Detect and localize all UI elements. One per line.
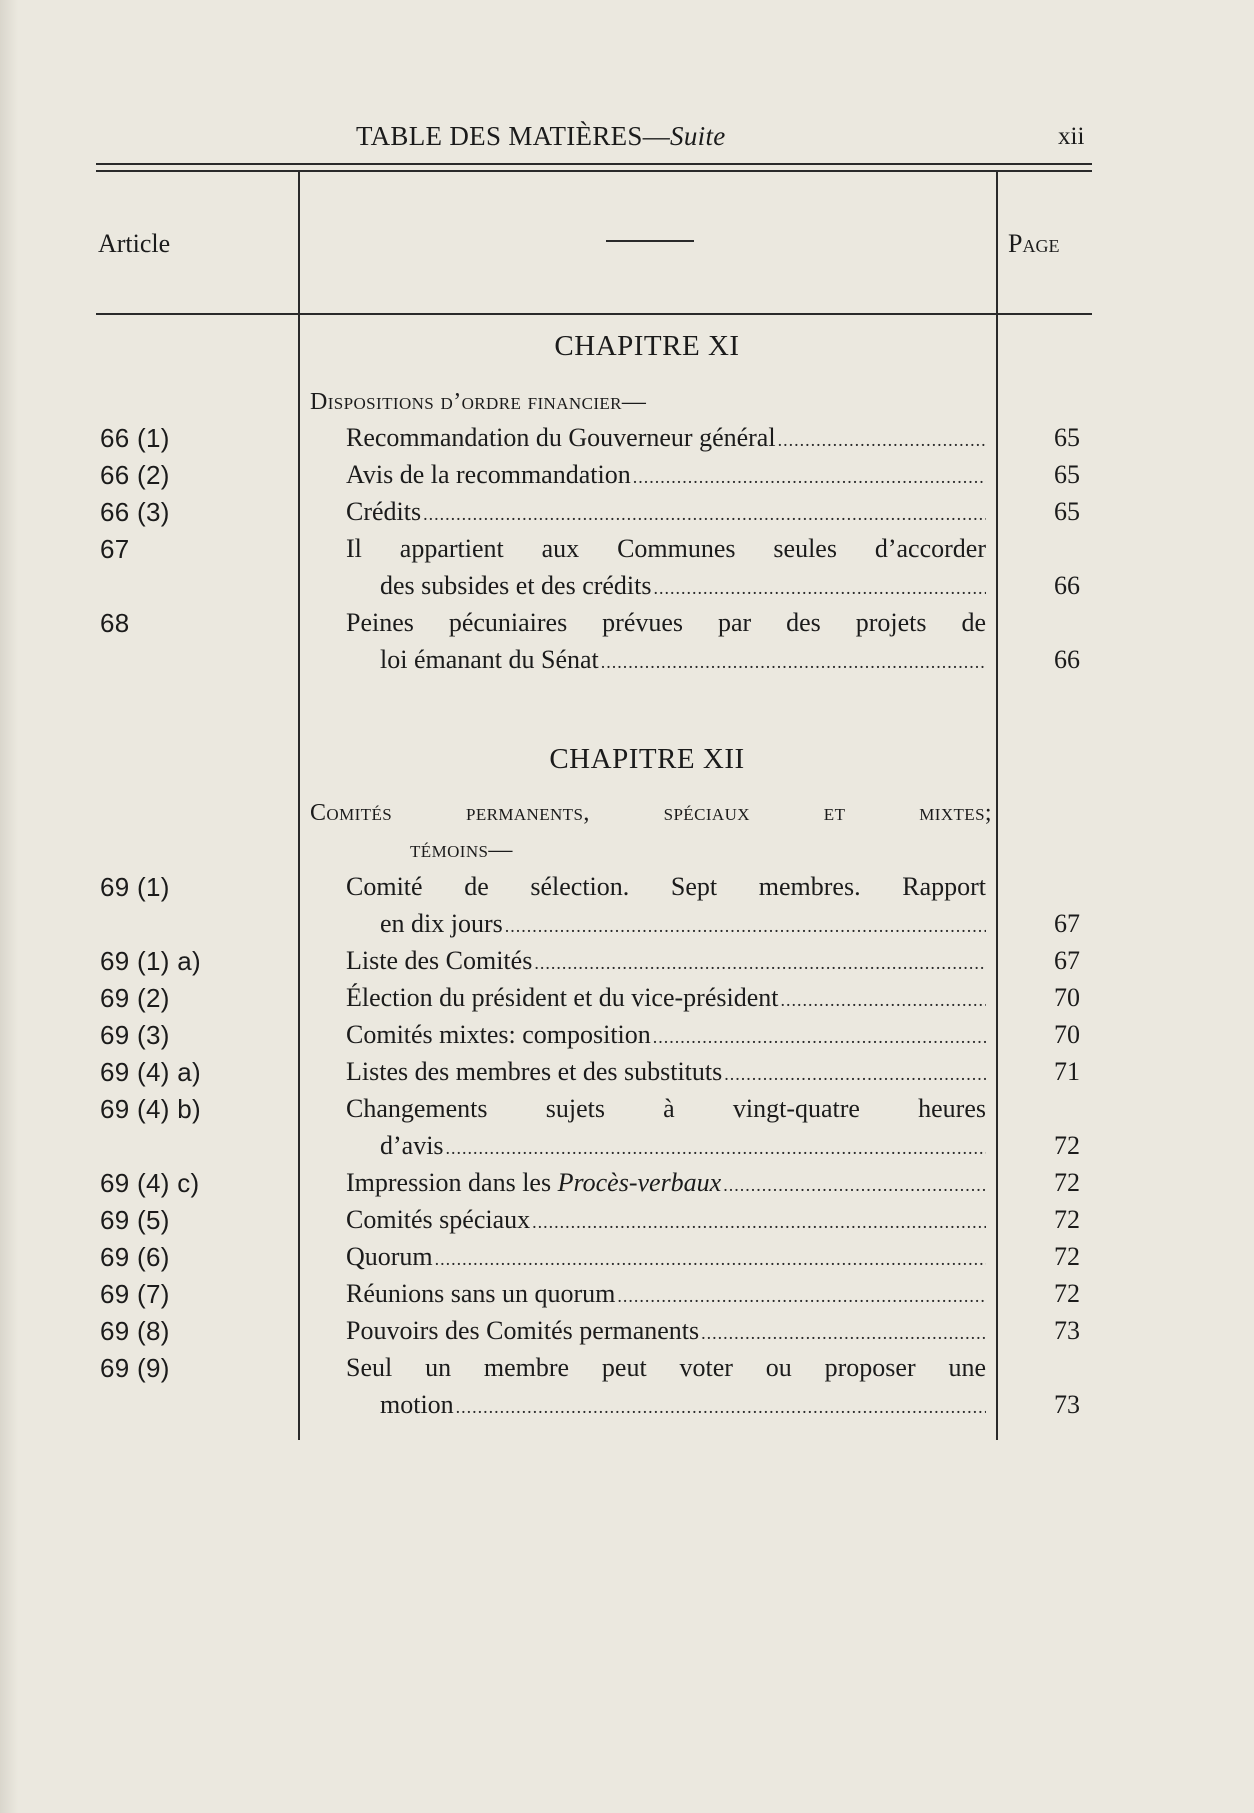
entry-title-line: Comité de sélection. Sept membres. Rapport bbox=[346, 872, 986, 901]
entry-title bbox=[346, 604, 986, 681]
entry-article-number: 69 (2) bbox=[100, 983, 170, 1013]
entry-title bbox=[346, 456, 986, 496]
entry-page-number: 67 bbox=[1054, 909, 1080, 938]
top-rule-second bbox=[96, 170, 1092, 172]
entry-title bbox=[346, 942, 986, 982]
entry-article-number: 69 (1) bbox=[100, 872, 170, 902]
entry-article-number: 69 (4) b) bbox=[100, 1094, 201, 1124]
entry-title-line: Élection du président et du vice-président ..... bbox=[346, 979, 986, 1019]
page-header-title: TABLE DES MATIÈRES—Suite bbox=[356, 121, 726, 151]
entry-page-number: 70 bbox=[1054, 1020, 1080, 1049]
entry-title bbox=[346, 868, 986, 945]
entry-page-number: 72 bbox=[1054, 1279, 1080, 1308]
entry-page-number: 65 bbox=[1054, 460, 1080, 489]
dot-leader bbox=[534, 945, 986, 982]
dot-leader bbox=[423, 496, 986, 533]
entry-article-number: 69 (9) bbox=[100, 1353, 170, 1383]
entry-page-number: 67 bbox=[1054, 946, 1080, 975]
entry-title bbox=[346, 1053, 986, 1093]
dot-leader bbox=[701, 1315, 986, 1352]
entry-page-number: 72 bbox=[1054, 1242, 1080, 1271]
entry-title bbox=[346, 530, 986, 607]
entry-article-number: 69 (4) a) bbox=[100, 1057, 201, 1087]
entry-article-number: 67 bbox=[100, 534, 130, 564]
dot-leader bbox=[505, 908, 986, 945]
dot-leader bbox=[633, 459, 986, 496]
entry-title-line: loi émanant du Sénat ..... bbox=[346, 641, 986, 681]
entry-page-number: 72 bbox=[1054, 1168, 1080, 1197]
column-divider-right bbox=[996, 170, 998, 1440]
dot-leader bbox=[601, 644, 986, 681]
entry-page-number: 73 bbox=[1054, 1316, 1080, 1345]
chapter-heading: CHAPITRE XI bbox=[554, 330, 740, 362]
column-header-dash bbox=[606, 240, 694, 242]
entry-title bbox=[346, 1312, 986, 1352]
entry-title-line: Impression dans les Procès-verbaux ..... bbox=[346, 1164, 986, 1204]
header-bottom-rule bbox=[96, 313, 1092, 315]
entry-page-number: 72 bbox=[1054, 1131, 1080, 1160]
entry-page-number: 66 bbox=[1054, 571, 1080, 600]
entry-title-line: Avis de la recommandation ..... bbox=[346, 456, 986, 496]
dot-leader bbox=[723, 1167, 986, 1204]
entry-page-number: 73 bbox=[1054, 1390, 1080, 1419]
entry-title bbox=[346, 1090, 986, 1167]
section-heading-continued: témoins— bbox=[410, 837, 513, 863]
entry-article-number: 69 (3) bbox=[100, 1020, 170, 1050]
entry-page-number: 70 bbox=[1054, 983, 1080, 1012]
entry-page-number: 66 bbox=[1054, 645, 1080, 674]
entry-title-line: Listes des membres et des substituts ..... bbox=[346, 1053, 986, 1093]
dot-leader bbox=[653, 1019, 986, 1056]
entry-article-number: 69 (8) bbox=[100, 1316, 170, 1346]
entry-title-line: en dix jours ..... bbox=[346, 905, 986, 945]
entry-title-line: Comités spéciaux ..... bbox=[346, 1201, 986, 1241]
entry-title-line: Crédits ..... bbox=[346, 493, 986, 533]
entry-title bbox=[346, 1164, 986, 1204]
page-number: xii bbox=[1058, 123, 1085, 150]
entry-title-line: Comités mixtes: composition ..... bbox=[346, 1016, 986, 1056]
entry-article-number: 66 (3) bbox=[100, 497, 170, 527]
entry-title-line: Changements sujets à vingt-quatre heures bbox=[346, 1094, 986, 1123]
entry-article-number: 69 (6) bbox=[100, 1242, 170, 1272]
column-header-page: Page bbox=[1008, 229, 1060, 258]
entry-title-line: Liste des Comités ..... bbox=[346, 942, 986, 982]
entry-title bbox=[346, 1201, 986, 1241]
entry-article-number: 69 (4) c) bbox=[100, 1168, 200, 1198]
dot-leader bbox=[435, 1241, 986, 1278]
entry-title bbox=[346, 1016, 986, 1056]
entry-title-line: Réunions sans un quorum ..... bbox=[346, 1275, 986, 1315]
entry-page-number: 65 bbox=[1054, 423, 1080, 452]
entry-title bbox=[346, 979, 986, 1019]
top-rule bbox=[96, 163, 1092, 165]
entry-article-number: 66 (2) bbox=[100, 460, 170, 490]
entry-title bbox=[346, 493, 986, 533]
section-heading: Comités permanents, spéciaux et mixtes; bbox=[310, 800, 992, 826]
entry-page-number: 65 bbox=[1054, 497, 1080, 526]
dot-leader bbox=[654, 570, 986, 607]
entry-title-line: Pouvoirs des Comités permanents ..... bbox=[346, 1312, 986, 1352]
entry-title bbox=[346, 1238, 986, 1278]
chapter-heading: CHAPITRE XII bbox=[549, 743, 745, 775]
entry-title-line: des subsides et des crédits ..... bbox=[346, 567, 986, 607]
entry-article-number: 69 (1) a) bbox=[100, 946, 201, 976]
dot-leader bbox=[724, 1056, 986, 1093]
dot-leader bbox=[456, 1389, 986, 1426]
entry-article-number: 69 (5) bbox=[100, 1205, 170, 1235]
dot-leader bbox=[780, 982, 986, 1019]
dot-leader bbox=[532, 1204, 986, 1241]
dot-leader bbox=[617, 1278, 986, 1315]
entry-title-line: motion ..... bbox=[346, 1386, 986, 1426]
entry-title-line: Seul un membre peut voter ou proposer une bbox=[346, 1353, 986, 1382]
entry-title-line: d’avis ..... bbox=[346, 1127, 986, 1167]
entry-title-line: Quorum ..... bbox=[346, 1238, 986, 1278]
entry-title-line: Recommandation du Gouverneur général ..... bbox=[346, 419, 986, 459]
entry-page-number: 71 bbox=[1054, 1057, 1080, 1086]
entry-article-number: 69 (7) bbox=[100, 1279, 170, 1309]
dot-leader bbox=[446, 1130, 986, 1167]
entry-article-number: 66 (1) bbox=[100, 423, 170, 453]
entry-title bbox=[346, 1275, 986, 1315]
entry-page-number: 72 bbox=[1054, 1205, 1080, 1234]
entry-title bbox=[346, 419, 986, 459]
dot-leader bbox=[778, 422, 986, 459]
section-heading: Dispositions d’ordre financier— bbox=[310, 389, 647, 415]
entry-title-line: Il appartient aux Communes seules d’accorder bbox=[346, 534, 986, 563]
entry-article-number: 68 bbox=[100, 608, 130, 638]
column-header-article: Article bbox=[98, 229, 171, 258]
entry-title bbox=[346, 1349, 986, 1426]
entry-title-line: Peines pécuniaires prévues par des projets de bbox=[346, 608, 986, 637]
